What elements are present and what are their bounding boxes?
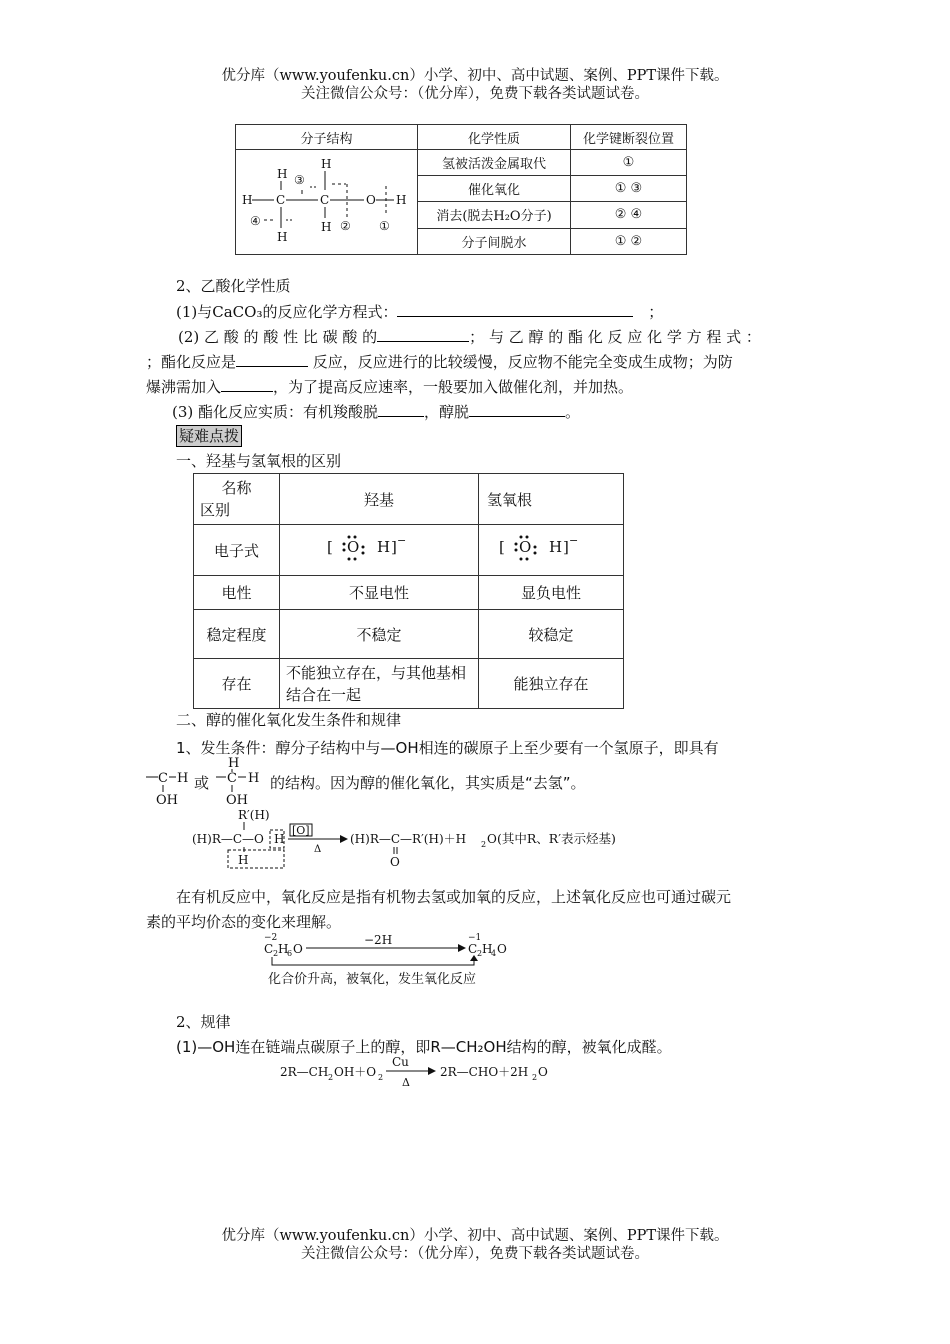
row-label: 稳定程度 xyxy=(194,610,280,659)
answer-blank[interactable] xyxy=(236,351,308,367)
svg-text:H: H xyxy=(549,538,563,556)
acetic-q1-text: (1)与CaCO₃的反应化学方程式： xyxy=(176,303,398,321)
svg-text:C: C xyxy=(264,942,274,956)
svg-text:]: ] xyxy=(563,538,569,556)
acetic-q3c: 。 xyxy=(565,403,581,421)
th-property: 化学性质 xyxy=(418,125,571,150)
section2-title: 二、醇的催化氧化发生条件和规律 xyxy=(176,711,402,729)
acetic-q2-line3 xyxy=(146,376,633,397)
acetic-q3 xyxy=(172,401,580,422)
ethanol-structure-diagram xyxy=(236,150,417,250)
svg-text:R′(H): R′(H) xyxy=(238,808,270,822)
svg-text:[O]: [O] xyxy=(292,824,310,837)
svg-text:O: O xyxy=(538,1065,548,1079)
property-cell: 消去(脱去H₂O分子) xyxy=(418,201,571,228)
svg-text:H: H xyxy=(274,832,285,846)
svg-text:②: ② xyxy=(340,219,351,233)
header-line-2: 关注微信公众号：（优分库），免费下载各类试题试卷。 xyxy=(301,86,649,102)
row-label: 存在 xyxy=(194,659,280,709)
svg-text:(H)R—C—O: (H)R—C—O xyxy=(192,832,264,846)
svg-text:OH＋O: OH＋O xyxy=(334,1065,377,1079)
property-cell: 氢被活泼金属取代 xyxy=(418,150,571,176)
svg-text:2: 2 xyxy=(273,949,279,958)
acetic-q2-line1 xyxy=(178,326,761,347)
th-position: 化学键断裂位置 xyxy=(571,125,687,150)
hydroxide-electron-formula xyxy=(479,525,624,576)
svg-text:H: H xyxy=(396,193,407,207)
difficulty-tag: 疑难点拨 xyxy=(176,425,242,447)
or-text: 或 xyxy=(194,774,210,792)
svg-text:O: O xyxy=(497,942,507,956)
acetic-q2-line2 xyxy=(146,351,733,372)
position-cell: ① xyxy=(571,150,687,176)
svg-text:2R—CHO＋2H: 2R—CHO＋2H xyxy=(440,1065,529,1079)
svg-text:H: H xyxy=(278,942,289,956)
svg-text:O: O xyxy=(347,538,360,556)
condition-text-2: 的结构。因为醇的催化氧化，其实质是“去氢”。 xyxy=(270,774,586,792)
valence-caption: 化合价升高，被氧化，发生氧化反应 xyxy=(268,972,477,987)
svg-text:O: O xyxy=(519,538,532,556)
acetic-q2c: ；酯化反应是 xyxy=(146,353,237,371)
svg-text:H: H xyxy=(238,853,249,867)
col-hydroxyl: 羟基 xyxy=(280,474,479,525)
equation-note: (其中R、R′表示烃基) xyxy=(497,831,616,846)
svg-text:O: O xyxy=(487,832,497,846)
header-line-1: 优分库（www.youfenku.cn）小学、初中、高中试题、案例、PPT课件下载。 xyxy=(221,68,729,84)
svg-text:H: H xyxy=(321,157,332,171)
hydroxide-value: 能独立存在 xyxy=(479,659,624,709)
svg-text:6: 6 xyxy=(287,949,293,958)
svg-text:2: 2 xyxy=(532,1073,538,1082)
svg-text:Δ: Δ xyxy=(402,1076,410,1089)
answer-blank[interactable] xyxy=(221,376,273,392)
rule-1: (1)—OH连在链端点碳原子上的醇，即R—CH₂OH结构的醇，被氧化成醛。 xyxy=(176,1038,672,1056)
svg-text:C: C xyxy=(276,193,286,207)
corner-cell xyxy=(194,474,280,525)
answer-blank[interactable] xyxy=(378,401,424,417)
hydroxyl-comparison-table xyxy=(193,473,624,709)
svg-text:①: ① xyxy=(379,219,390,233)
svg-text:(H)R—C—R′(H)＋H: (H)R—C—R′(H)＋H xyxy=(350,832,467,846)
position-cell: ① ③ xyxy=(571,175,687,201)
acetic-q2d: 反应，反应进行的比较缓慢，反应物不能完全变成生成物；为防 xyxy=(312,353,733,371)
row-label: 电子式 xyxy=(194,525,280,576)
svg-text:2: 2 xyxy=(481,840,487,849)
answer-blank[interactable] xyxy=(377,326,469,342)
svg-text:OH: OH xyxy=(156,793,178,806)
acetic-q2f: ，为了提高反应速率，一般要加入做催化剂，并加热。 xyxy=(273,378,634,396)
hydroxyl-value: 不稳定 xyxy=(280,610,479,659)
svg-text:2: 2 xyxy=(378,1073,384,1082)
svg-text:Cu: Cu xyxy=(392,1055,409,1069)
section1-title: 一、羟基与氢氧根的区别 xyxy=(176,452,342,470)
svg-text:4: 4 xyxy=(491,949,497,958)
svg-text:H: H xyxy=(228,756,240,771)
hydroxide-value: 显负电性 xyxy=(479,576,624,610)
svg-text:−: − xyxy=(569,534,579,547)
answer-blank[interactable] xyxy=(397,301,633,317)
hydroxyl-value: 不显电性 xyxy=(280,576,479,610)
answer-blank[interactable] xyxy=(469,401,565,417)
electron-formula-hydroxide xyxy=(491,530,611,566)
svg-text:H: H xyxy=(277,167,288,181)
svg-text:OH: OH xyxy=(226,793,248,806)
oxidation-explain-1: 在有机反应中，氧化反应是指有机物去氢或加氧的反应，上述氧化反应也可通过碳元 xyxy=(176,888,732,906)
svg-text:③: ③ xyxy=(294,173,305,187)
svg-text:C: C xyxy=(320,193,330,207)
hydroxyl-value: 不能独立存在，与其他基相结合在一起 xyxy=(280,659,479,709)
svg-text:O: O xyxy=(366,193,376,207)
svg-text:2: 2 xyxy=(477,949,483,958)
svg-text:H: H xyxy=(242,193,253,207)
acetic-q1-end: ； xyxy=(648,303,664,321)
oxidation-explain-2: 素的平均价态的变化来理解。 xyxy=(146,913,342,931)
svg-text:O: O xyxy=(390,855,400,869)
svg-text:−: − xyxy=(397,534,407,547)
th-structure: 分子结构 xyxy=(236,125,418,150)
corner-top: 名称 xyxy=(221,479,252,497)
acetic-q2b: ； 与 乙 醇 的 酯 化 反 应 化 学 方 程 式 ： xyxy=(469,328,761,346)
acetic-q3a: (3) 酯化反应实质：有机羧酸脱 xyxy=(172,403,379,421)
svg-text:[: [ xyxy=(327,538,333,556)
acetic-q2a: (2) 乙 酸 的 酸 性 比 碳 酸 的 xyxy=(178,328,378,346)
acetic-q1 xyxy=(176,301,663,322)
condition-text: 1、发生条件：醇分子结构中与—OH相连的碳原子上至少要有一个氢原子，即具有 xyxy=(176,739,719,757)
svg-text:C: C xyxy=(468,942,478,956)
svg-text:−2: −2 xyxy=(264,933,278,943)
footer-line-1: 优分库（www.youfenku.cn）小学、初中、高中试题、案例、PPT课件下载。 xyxy=(221,1228,729,1244)
svg-text:−1: −1 xyxy=(468,933,482,943)
hydroxide-value: 较稳定 xyxy=(479,610,624,659)
svg-text:H: H xyxy=(377,538,391,556)
rule-title: 2、规律 xyxy=(176,1013,231,1031)
hydroxyl-electron-formula xyxy=(280,525,479,576)
svg-text:2R—CH: 2R—CH xyxy=(280,1065,329,1079)
svg-text:[: [ xyxy=(499,538,505,556)
ethanol-bond-table xyxy=(235,124,687,255)
property-cell: 分子间脱水 xyxy=(418,228,571,254)
svg-text:H: H xyxy=(177,771,189,786)
svg-text:C: C xyxy=(227,771,237,786)
row-label: 电性 xyxy=(194,576,280,610)
svg-text:H: H xyxy=(248,771,260,786)
svg-text:−2H: −2H xyxy=(364,933,393,947)
acetic-q2e: 爆沸需加入 xyxy=(146,378,222,396)
footer-line-2: 关注微信公众号：（优分库），免费下载各类试题试卷。 xyxy=(301,1246,649,1262)
svg-text:Δ: Δ xyxy=(314,844,322,855)
acetic-title: 2、乙酸化学性质 xyxy=(176,277,291,295)
svg-text:C: C xyxy=(158,771,168,786)
svg-text:H: H xyxy=(482,942,493,956)
svg-text:④: ④ xyxy=(250,214,261,228)
aldehyde-equation xyxy=(278,1054,568,1090)
position-cell: ② ④ xyxy=(571,201,687,228)
col-hydroxide: 氢氧根 xyxy=(479,474,624,525)
corner-bottom: 区别 xyxy=(200,501,231,519)
ethanol-structure-cell xyxy=(236,150,418,255)
property-cell: 催化氧化 xyxy=(418,175,571,201)
svg-text:H: H xyxy=(321,220,332,234)
acetic-q3b: ，醇脱 xyxy=(424,403,470,421)
svg-text:O: O xyxy=(293,942,303,956)
svg-text:2: 2 xyxy=(328,1073,334,1082)
svg-text:H: H xyxy=(277,230,288,244)
position-cell: ① ② xyxy=(571,228,687,254)
electron-formula-hydroxyl xyxy=(319,530,439,566)
svg-text:]: ] xyxy=(391,538,397,556)
